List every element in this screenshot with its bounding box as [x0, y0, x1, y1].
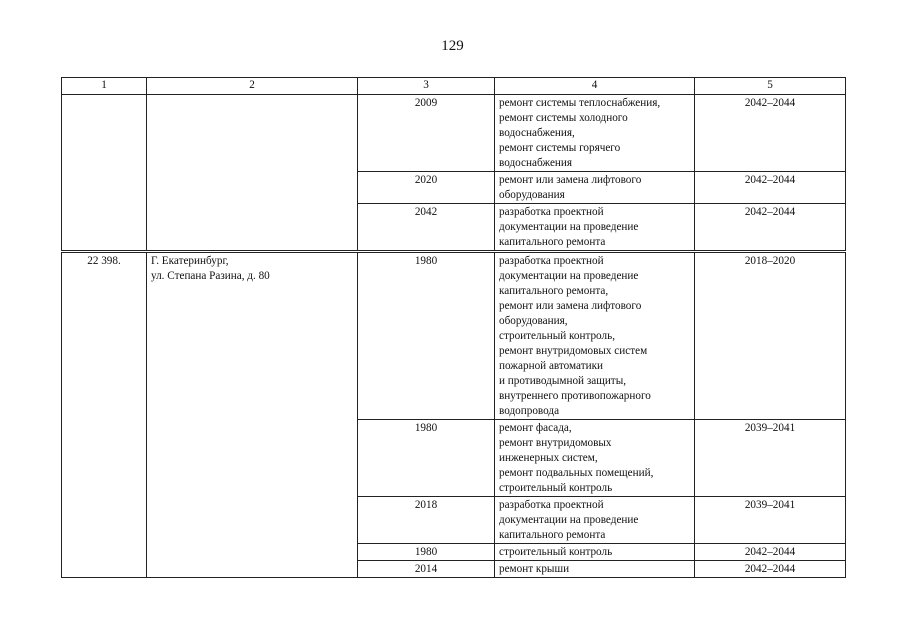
record-number-cell: 22 398. — [62, 253, 147, 578]
works-table-bottom — [61, 252, 846, 578]
period-cell: 2039–2041 — [695, 420, 846, 497]
table-row — [62, 253, 846, 420]
header-col-3: 3 — [358, 78, 495, 95]
header-col-1: 1 — [62, 78, 147, 95]
works-cell: разработка проектной документации на проведение капитального ремонта — [495, 497, 695, 544]
table-header-row — [62, 78, 846, 95]
address-cell: Г. Екатеринбург, ул. Степана Разина, д. 80 — [147, 253, 358, 578]
works-cell: строительный контроль — [495, 544, 695, 561]
period-cell: 2042–2044 — [695, 561, 846, 578]
period-cell: 2042–2044 — [695, 204, 846, 251]
header-col-5: 5 — [695, 78, 846, 95]
year-cell: 2009 — [358, 95, 495, 172]
page-number: 129 — [441, 38, 464, 54]
year-cell: 1980 — [358, 253, 495, 420]
works-cell: ремонт или замена лифтового оборудования — [495, 172, 695, 204]
works-table-top — [61, 77, 846, 251]
works-cell: разработка проектной документации на проведение капитального ремонта, ремонт или замена лифтового оборудования, строительный контроль, ремонт внутридомовых систем пожарной автоматики и противодымной защиты, внутреннего противопожарного водопровода — [495, 253, 695, 420]
year-cell: 1980 — [358, 420, 495, 497]
record-number-cell — [62, 95, 147, 251]
works-cell: ремонт крыши — [495, 561, 695, 578]
year-cell: 2018 — [358, 497, 495, 544]
period-cell: 2042–2044 — [695, 172, 846, 204]
year-cell: 2020 — [358, 172, 495, 204]
period-cell: 2039–2041 — [695, 497, 846, 544]
period-cell: 2042–2044 — [695, 544, 846, 561]
address-cell — [147, 95, 358, 251]
works-cell: разработка проектной документации на проведение капитального ремонта — [495, 204, 695, 251]
header-col-4: 4 — [495, 78, 695, 95]
works-cell: ремонт системы теплоснабжения, ремонт системы холодного водоснабжения, ремонт системы горячего водоснабжения — [495, 95, 695, 172]
year-cell: 2014 — [358, 561, 495, 578]
works-cell: ремонт фасада, ремонт внутридомовых инженерных систем, ремонт подвальных помещений, строительный контроль — [495, 420, 695, 497]
year-cell: 2042 — [358, 204, 495, 251]
year-cell: 1980 — [358, 544, 495, 561]
table-row — [62, 95, 846, 172]
header-col-2: 2 — [147, 78, 358, 95]
period-cell: 2018–2020 — [695, 253, 846, 420]
period-cell: 2042–2044 — [695, 95, 846, 172]
